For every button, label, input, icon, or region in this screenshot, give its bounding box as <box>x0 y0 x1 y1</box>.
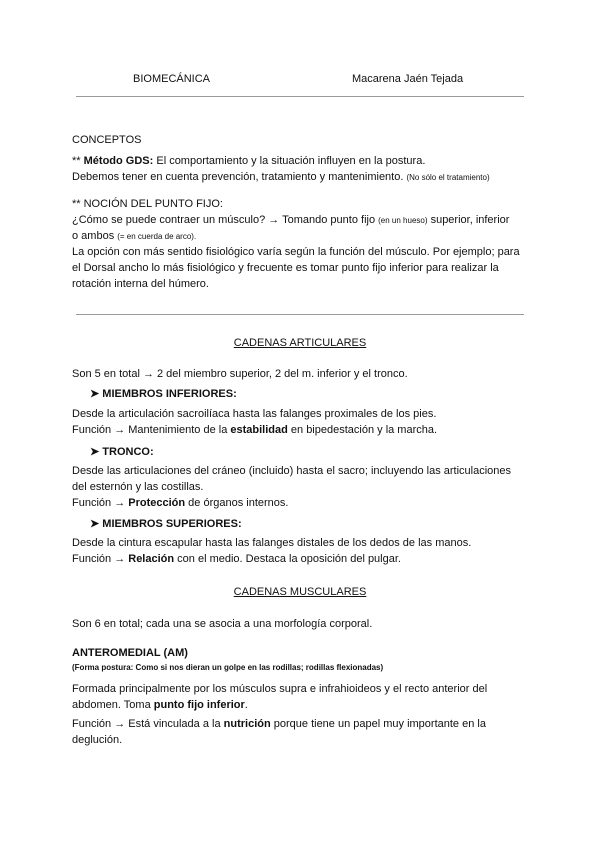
gds-line2-text: Debemos tener en cuenta prevención, tratamiento y mantenimiento. <box>72 171 407 183</box>
tr-line3-c: de órganos internos. <box>185 497 289 509</box>
heading-miembros-inferiores <box>90 386 237 403</box>
punto-fijo-line1 <box>72 212 509 229</box>
section-title-articulares: CADENAS ARTICULARES <box>233 337 367 349</box>
tr-line2: del esternón y las costillas. <box>72 481 204 493</box>
heading-miembros-superiores <box>90 516 242 533</box>
ms-line2-a: Función → <box>72 553 129 565</box>
punto-line2-text: o ambos <box>72 230 118 242</box>
am-line2-c: . <box>244 699 248 711</box>
section-title-musculares: CADENAS MUSCULARES <box>233 586 367 598</box>
punto-fijo-line5: rotación interna del húmero. <box>72 278 209 290</box>
punto-line2-note: (= en cuerda de arco). <box>117 232 197 241</box>
am-title <box>72 645 188 662</box>
heading-miembros-inferiores-label: MIEMBROS INFERIORES: <box>102 388 237 400</box>
paragraph-gds-line1 <box>72 153 425 170</box>
punto-fijo-line3: La opción con más sentido fisiológico varía según la función del músculo. Por ejemplo; para <box>72 246 520 258</box>
paragraph-gds-line2 <box>72 169 490 186</box>
section-title-conceptos: CONCEPTOS <box>72 134 142 146</box>
gds-text: El comportamiento y la situación influyen en la postura. <box>153 155 426 167</box>
heading-tronco-label: TRONCO: <box>102 446 154 458</box>
section-divider <box>76 314 524 315</box>
ms-line2-bold: Relación <box>128 553 175 565</box>
header-author: Macarena Jaén Tejada <box>352 73 464 85</box>
am-line3 <box>72 716 486 733</box>
punto-question-end: superior, inferior <box>427 214 510 226</box>
mi-line2-c: en bipedestación y la marcha. <box>287 424 438 436</box>
punto-fijo-title: ** NOCIÓN DEL PUNTO FIJO: <box>72 198 223 210</box>
mi-line2-a: Función → Mantenimiento de la <box>72 424 231 436</box>
mi-line2 <box>72 422 437 439</box>
punto-question: ¿Cómo se puede contraer un músculo? → Tomando punto fijo <box>72 214 379 226</box>
am-title-label: ANTEROMEDIAL (AM) <box>72 647 188 659</box>
punto-fijo-line4: el Dorsal ancho lo más fisiológico y frecuente es tomar punto fijo inferior para realizar la <box>72 262 499 274</box>
mi-line2-bold: estabilidad <box>230 424 288 436</box>
am-line2-bold: punto fijo inferior <box>153 699 245 711</box>
punto-fijo-line2 <box>72 228 196 245</box>
tr-line3-a: Función → <box>72 497 129 509</box>
heading-miembros-superiores-label: MIEMBROS SUPERIORES: <box>102 518 242 530</box>
am-line1: Formada principalmente por los músculos supra e infrahioideos y el recto anterior del <box>72 683 488 695</box>
header-divider <box>76 96 524 97</box>
mi-line1: Desde la articulación sacroilíaca hasta las falanges proximales de los pies. <box>72 408 437 420</box>
arrow-bullet-icon: ➤ <box>90 446 100 458</box>
header-title: BIOMECÁNICA <box>133 73 211 85</box>
am-line3-c: porque tiene un papel muy importante en la <box>270 718 486 730</box>
am-line2-a: abdomen. Toma <box>72 699 154 711</box>
gds-note: (No sólo el tratamiento) <box>406 173 490 182</box>
ms-line2 <box>72 551 401 568</box>
am-line4: deglución. <box>72 734 123 746</box>
gds-label: Método GDS: <box>83 155 154 167</box>
am-line2 <box>72 697 248 714</box>
arrow-bullet-icon: ➤ <box>90 518 100 530</box>
heading-tronco <box>90 444 154 461</box>
tr-line3 <box>72 495 288 512</box>
tr-line1: Desde las articulaciones del cráneo (incluido) hasta el sacro; incluyendo las articulaciones <box>72 465 512 477</box>
am-note: (Forma postura: Como si nos dieran un golpe en las rodillas; rodillas flexionadas) <box>72 663 384 672</box>
arrow-bullet-icon: ➤ <box>90 388 100 400</box>
ms-line1: Desde la cintura escapular hasta las falanges distales de los dedos de las manos. <box>72 537 472 549</box>
am-line3-bold: nutrición <box>223 718 271 730</box>
articulares-intro: Son 5 en total → 2 del miembro superior, 2 del m. inferior y el tronco. <box>72 368 408 380</box>
am-line3-a: Función → Está vinculada a la <box>72 718 224 730</box>
ms-line2-c: con el medio. Destaca la oposición del pulgar. <box>174 553 401 565</box>
tr-line3-bold: Protección <box>128 497 186 509</box>
punto-question-note: (en un hueso) <box>378 216 428 225</box>
musculares-intro: Son 6 en total; cada una se asocia a una morfología corporal. <box>72 618 373 630</box>
gds-prefix: ** <box>72 155 84 167</box>
